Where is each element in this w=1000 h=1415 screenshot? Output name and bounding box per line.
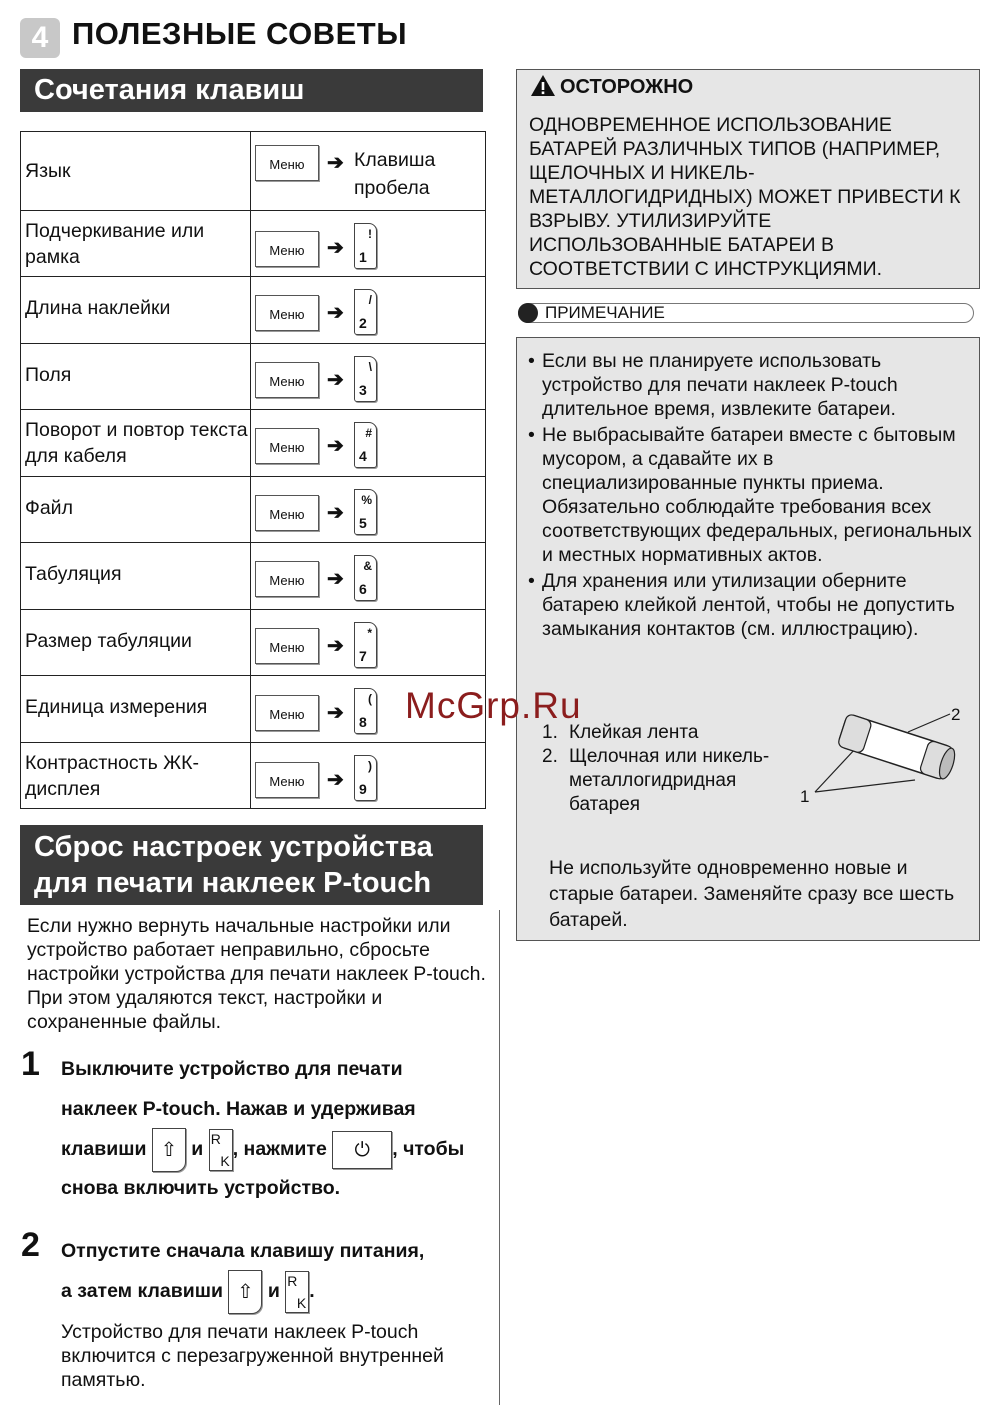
- digit-key: [354, 422, 377, 468]
- table-row: [21, 211, 486, 277]
- bullet: •: [528, 570, 535, 592]
- step-2-line-1: Отпустите сначала клавишу питания,: [61, 1240, 425, 1262]
- step-1-number: 1: [21, 1045, 40, 1083]
- bullet-text: Если вы не планируете использовать устройство для печати наклеек P-touch длительное время, извлеките батареи.: [542, 350, 898, 420]
- reset-heading: Сброс настроек устройства для печати наклеек P-touch: [20, 825, 483, 905]
- row-label: Длина наклейки: [21, 277, 251, 344]
- r-label: R: [210, 1131, 221, 1147]
- rk-key-icon: [285, 1271, 309, 1313]
- note-icon: [518, 303, 538, 323]
- legend-number: 1.: [542, 722, 558, 743]
- arrow-icon: ➔: [327, 237, 344, 259]
- row-label: Контрастность ЖК-дисплея: [21, 743, 251, 809]
- step-2-description: Устройство для печати наклеек P-touch включится с перезагруженной внутренней памятью.: [61, 1321, 444, 1391]
- reset-intro: Если нужно вернуть начальные настройки или устройство работает неправильно, сбросьте настройки устройства для печати наклеек P-touch. При этом удаляются текст, настройки и сохраненные файлы.: [27, 915, 486, 1033]
- caution-title: ОСТОРОЖНО: [560, 76, 694, 98]
- key-symbol: /: [368, 293, 372, 307]
- bullet-text: Не выбрасывайте батареи вместе с бытовым мусором, а сдавайте их в специализированные пункты приема. Обязательно соблюдайте требования всех соответствующих федеральных, региональных и местных нормативных актов.: [542, 424, 972, 566]
- table-row: [21, 543, 486, 610]
- step-1-line-4: снова включить устройство.: [61, 1177, 341, 1199]
- key-symbol: (: [368, 692, 372, 706]
- digit-key: [354, 289, 377, 335]
- arrow-icon: ➔: [327, 152, 344, 174]
- step-1-line-1: Выключите устройство для печати: [61, 1058, 403, 1080]
- arrow-icon: ➔: [327, 702, 344, 724]
- step-2-number: 2: [21, 1226, 40, 1264]
- table-row: [21, 132, 486, 211]
- key-digit: 4: [359, 448, 367, 464]
- bullet: •: [528, 350, 535, 372]
- key-combo: [251, 743, 486, 809]
- digit-key: [354, 223, 377, 269]
- key-digit: 9: [359, 781, 367, 797]
- bullet: •: [528, 424, 535, 446]
- list-item: [528, 349, 973, 421]
- illustration-legend: [542, 721, 792, 817]
- r-label: R: [287, 1273, 298, 1289]
- key-combo: [251, 610, 486, 676]
- menu-key: Меню: [255, 628, 319, 664]
- shift-key-icon: ⇧: [228, 1270, 262, 1314]
- arrow-icon: ➔: [327, 302, 344, 324]
- digit-key: [354, 622, 377, 668]
- arrow-icon: ➔: [327, 635, 344, 657]
- menu-key: Меню: [255, 231, 319, 267]
- row-label: Язык: [21, 132, 251, 211]
- step-text: клавиши: [61, 1138, 147, 1161]
- row-label: Подчеркивание или рамка: [21, 211, 251, 277]
- menu-key: Меню: [255, 145, 319, 181]
- key-digit: 3: [359, 382, 367, 398]
- arrow-icon: ➔: [327, 369, 344, 391]
- arrow-icon: ➔: [327, 568, 344, 590]
- step-1-line-2: наклеек P-touch. Нажав и удерживая: [61, 1098, 416, 1120]
- table-row: [21, 410, 486, 477]
- note-footer: Не используйте одновременно новые и старые батареи. Заменяйте сразу все шесть батарей.: [549, 857, 955, 931]
- menu-key: Меню: [255, 428, 319, 464]
- digit-key: [354, 688, 377, 734]
- row-label: Размер табуляции: [21, 610, 251, 676]
- chapter-number: 4: [20, 18, 60, 58]
- note-title: ПРИМЕЧАНИЕ: [545, 303, 665, 322]
- list-item: [542, 745, 792, 817]
- menu-key: Меню: [255, 362, 319, 398]
- k-label: K: [296, 1295, 307, 1311]
- key-combo: [251, 543, 486, 610]
- menu-key: Меню: [255, 561, 319, 597]
- menu-key: Меню: [255, 295, 319, 331]
- table-row: [21, 277, 486, 344]
- key-combo: [251, 477, 486, 543]
- row-label: Единица измерения: [21, 676, 251, 743]
- table-row: [21, 344, 486, 410]
- step-text: и: [267, 1280, 280, 1303]
- caution-title-row: [530, 74, 693, 99]
- arrow-icon: ➔: [327, 435, 344, 457]
- digit-key: [354, 489, 377, 535]
- key-combo: [251, 211, 486, 277]
- step-text: .: [309, 1280, 315, 1303]
- key-digit: 1: [359, 249, 367, 265]
- callout-1: 1: [800, 787, 810, 806]
- legend-number: 2.: [542, 746, 558, 767]
- step-text: и: [191, 1138, 204, 1161]
- table-row: [21, 743, 486, 809]
- table-row: [21, 610, 486, 676]
- step-text: , чтобы: [392, 1138, 465, 1161]
- key-digit: 8: [359, 714, 367, 730]
- digit-key: [354, 356, 377, 402]
- list-item: [528, 423, 973, 567]
- key-digit: 2: [359, 315, 367, 331]
- arrow-icon: ➔: [327, 502, 344, 524]
- arrow-icon: ➔: [327, 769, 344, 791]
- table-row: [21, 477, 486, 543]
- key-symbol: ): [368, 759, 372, 773]
- legend-text: Клейкая лента: [569, 722, 699, 743]
- menu-key: Меню: [255, 695, 319, 731]
- watermark: McGrp.Ru: [405, 685, 582, 726]
- callout-2: 2: [951, 705, 961, 724]
- menu-key: Меню: [255, 762, 319, 798]
- key-symbol: &: [363, 559, 372, 573]
- key-digit: 6: [359, 581, 367, 597]
- row-label: Файл: [21, 477, 251, 543]
- key-symbol: \: [368, 360, 372, 374]
- digit-key: [354, 555, 377, 601]
- menu-key: Меню: [255, 495, 319, 531]
- legend-text: Щелочная или никель-металлогидридная батарея: [569, 746, 770, 815]
- battery-illustration: [790, 700, 970, 810]
- key-digit: 7: [359, 648, 367, 664]
- space-key-label: Клавиша пробела: [354, 149, 436, 199]
- warning-triangle-icon: [530, 74, 556, 97]
- row-label: Табуляция: [21, 543, 251, 610]
- chapter-title: ПОЛЕЗНЫЕ СОВЕТЫ: [72, 16, 408, 51]
- key-combo: [251, 344, 486, 410]
- key-combo: [251, 410, 486, 477]
- key-symbol: *: [367, 626, 372, 640]
- k-label: K: [220, 1153, 230, 1169]
- key-symbol: %: [361, 493, 372, 507]
- key-symbol: !: [368, 227, 372, 241]
- key-combo: [251, 277, 486, 344]
- digit-key: [354, 755, 377, 801]
- step-2-line-2: [61, 1270, 315, 1314]
- row-label: Поворот и повтор текста для кабеля: [21, 410, 251, 477]
- step-1-line-3: [61, 1128, 491, 1172]
- row-label: Поля: [21, 344, 251, 410]
- bullet-text: Для хранения или утилизации оберните батарею клейкой лентой, чтобы не допустить замыкания контактов (см. иллюстрацию).: [542, 570, 955, 640]
- note-bullets: [528, 349, 973, 641]
- key-digit: 5: [359, 515, 367, 531]
- step-text: , нажмите: [232, 1138, 327, 1161]
- key-symbol: #: [365, 426, 372, 440]
- power-key-icon: ⏻: [332, 1131, 392, 1169]
- shift-key-icon: ⇧: [152, 1128, 186, 1172]
- rk-key-icon: [209, 1129, 233, 1171]
- shortcuts-heading: Сочетания клавиш: [20, 69, 483, 112]
- key-combo: [251, 132, 486, 211]
- list-item: [528, 569, 973, 641]
- column-divider: [499, 910, 500, 1405]
- caution-text: ОДНОВРЕМЕННОЕ ИСПОЛЬЗОВАНИЕ БАТАРЕЙ РАЗЛИЧНЫХ ТИПОВ (НАПРИМЕР, ЩЕЛОЧНЫХ И НИКЕЛЬ-МЕТАЛЛОГИДРИДНЫХ) МОЖЕТ ПРИВЕСТИ К ВЗРЫВУ. УТИЛИЗИРУЙТЕ ИСПОЛЬЗОВАННЫЕ БАТАРЕИ В СООТВЕТСТВИИ С ИНСТРУКЦИЯМИ.: [529, 114, 961, 280]
- step-text: а затем клавиши: [61, 1280, 223, 1303]
